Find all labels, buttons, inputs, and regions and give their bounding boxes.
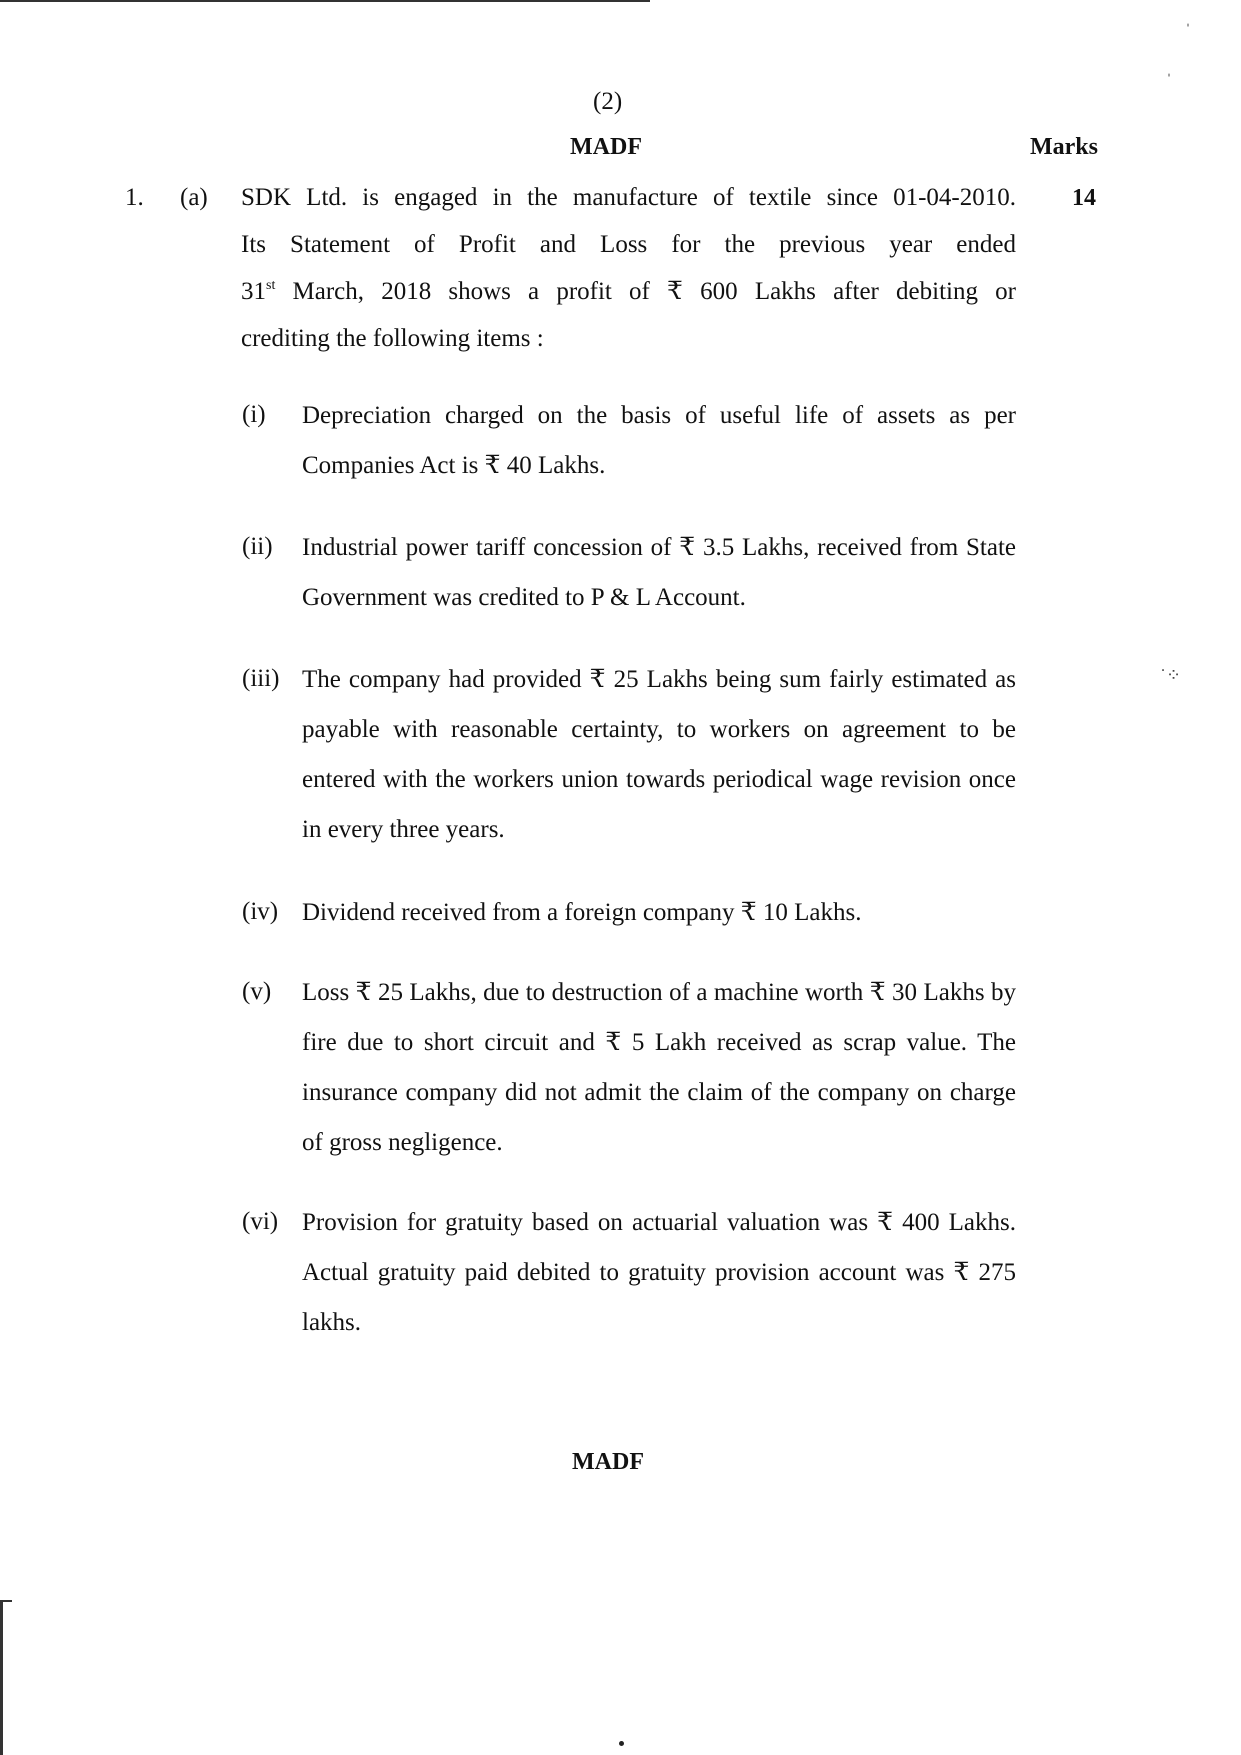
scan-edge-left xyxy=(0,1600,3,1755)
scan-edge-tick xyxy=(0,1600,12,1602)
item-text: Industrial power tariff concession of ₹ 3.5 Lakhs, received from State Government was credited to P & L Account. xyxy=(302,534,1016,611)
scan-speck: ˈ xyxy=(1185,20,1191,40)
scan-dot xyxy=(619,1741,624,1746)
item-text: Loss ₹ 25 Lakhs, due to destruction of a machine worth ₹ 30 Lakhs by fire due to short circuit and ₹ 5 Lakh received as scrap value. The insurance company did not admit the claim of the company on charge of gross negligence. xyxy=(302,979,1016,1156)
page-number: (2) xyxy=(593,88,623,115)
item-text: The company had provided ₹ 25 Lakhs being sum fairly estimated as payable with reasonable certainty, to workers on agreement to be entered with the workers union towards periodical wage revision once in every three years. xyxy=(302,666,1016,843)
item-label: (iii) xyxy=(242,665,280,692)
footer-code: MADF xyxy=(572,1449,644,1475)
item-label: (v) xyxy=(242,978,272,1005)
question-number: 1. xyxy=(125,184,144,211)
scan-edge-top xyxy=(0,0,650,2)
intro-line: SDK Ltd. is engaged in the manufacture of textile since 01-04-2010. xyxy=(241,184,1016,211)
item-label: (vi) xyxy=(242,1208,279,1235)
scan-speck: ˙⁘ xyxy=(1160,665,1182,685)
item-text: Dividend received from a foreign company ₹ 10 Lakhs. xyxy=(302,899,862,926)
item-label: (i) xyxy=(242,401,266,428)
header-code: MADF xyxy=(570,134,642,160)
intro-line: crediting the following items : xyxy=(241,325,544,352)
item-label: (iv) xyxy=(242,898,279,925)
question-intro xyxy=(241,174,1016,362)
scan-speck: ˈ xyxy=(1166,70,1172,90)
item-text: Provision for gratuity based on actuarial valuation was ₹ 400 Lakhs. Actual gratuity paid debited to gratuity provision account was ₹ 275 lakhs. xyxy=(302,1209,1016,1336)
question-marks: 14 xyxy=(1072,185,1096,211)
marks-heading: Marks xyxy=(1030,134,1098,160)
intro-day-suffix: st xyxy=(266,278,276,293)
intro-line xyxy=(241,268,1016,315)
intro-line-rest: March, 2018 shows a profit of ₹ 600 Lakhs after debiting or xyxy=(275,278,1016,305)
intro-day: 31 xyxy=(241,278,266,305)
item-label: (ii) xyxy=(242,533,273,560)
intro-line: Its Statement of Profit and Loss for the previous year ended xyxy=(241,231,1016,258)
question-part: (a) xyxy=(180,184,208,211)
item-text: Depreciation charged on the basis of useful life of assets as per Companies Act is ₹ 40 Lakhs. xyxy=(302,402,1016,479)
